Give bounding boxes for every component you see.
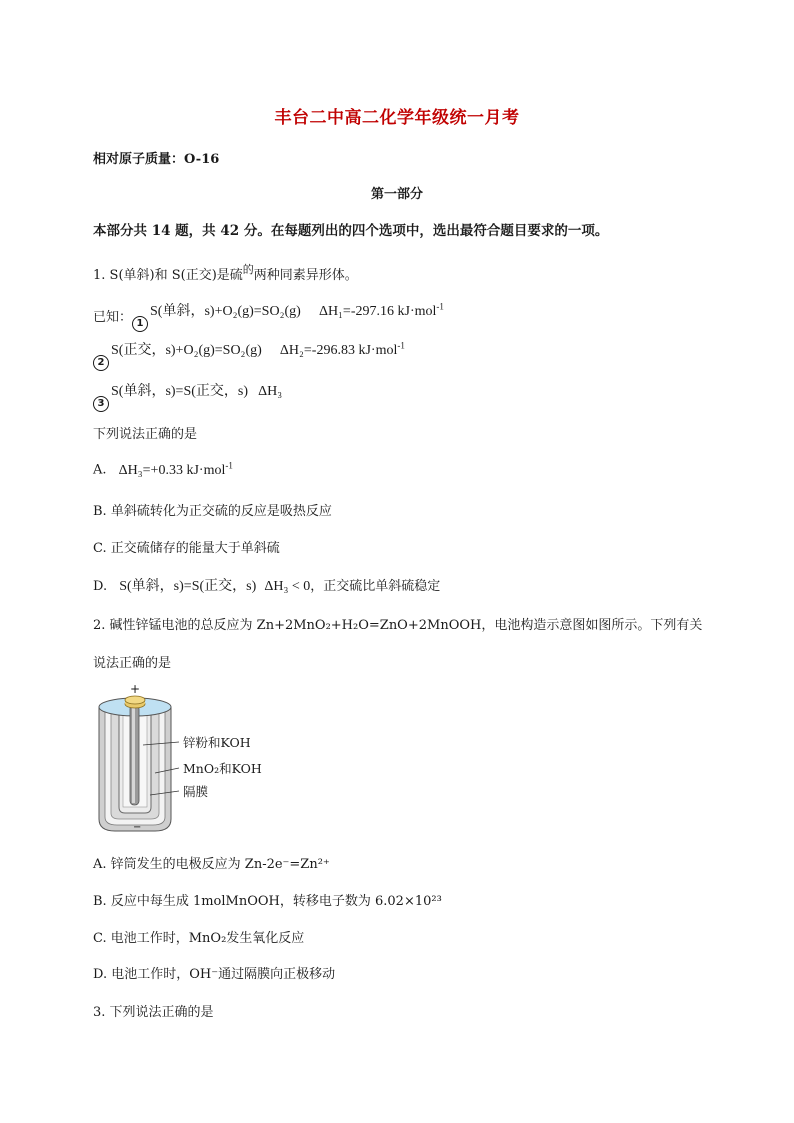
label-mno2-koh: MnO₂和KOH bbox=[183, 761, 262, 776]
q2-stem-line2: 说法正确的是 bbox=[93, 656, 172, 671]
circled-number-icon: 3 bbox=[93, 396, 109, 412]
q1-eq2-exp: -1 bbox=[397, 340, 405, 351]
label-separator: 隔膜 bbox=[183, 784, 209, 799]
battery-diagram bbox=[93, 682, 283, 835]
q1-known-eq2 bbox=[93, 339, 405, 371]
label-zinc-koh: 锌粉和KOH bbox=[183, 735, 251, 750]
positive-terminal-sign: + bbox=[130, 682, 141, 696]
q1-option-d-dh: ΔH₃ < 0 bbox=[264, 579, 311, 594]
q1-option-a-exp: -1 bbox=[225, 460, 233, 470]
part-title: 第一部分 bbox=[370, 187, 423, 202]
q1-eq2: S(正交，s)+O₂(g)=SO₂(g) bbox=[111, 343, 262, 358]
q1-eq1: S(单斜，s)+O₂(g)=SO₂(g) bbox=[150, 304, 301, 319]
exam-title: 丰台二中高二化学年级统一月考 bbox=[274, 108, 520, 128]
q1-known-eq1 bbox=[93, 300, 444, 332]
circled-number-icon: 2 bbox=[93, 355, 109, 371]
q2-stem-line1: 2. 碱性锌锰电池的总反应为 Zn+2MnO₂+H₂O=ZnO+2MnOOH，电池构造示意图如图所示。下列有关 bbox=[93, 618, 703, 633]
q3-stem: 3. 下列说法正确的是 bbox=[93, 1005, 214, 1020]
q2-option-d: D. 电池工作时，OH⁻通过隔膜向正极移动 bbox=[93, 967, 336, 982]
q1-option-a-label: A. bbox=[93, 462, 107, 478]
q1-stem-particle: 的 bbox=[242, 263, 254, 276]
circled-number-icon: 1 bbox=[132, 316, 148, 332]
q1-eq1-dh: ΔH₁=-297.16 kJ·mol bbox=[318, 304, 437, 319]
q1-known-label: 已知： bbox=[93, 310, 133, 325]
q1-stem-part-a: 1. S(单斜)和 S(正交)是硫 bbox=[93, 268, 243, 283]
q1-option-a-text: ΔH₃=+0.33 kJ·mol bbox=[118, 462, 226, 478]
q1-option-d-label: D. bbox=[93, 579, 108, 594]
q1-option-b: B. 单斜硫转化为正交硫的反应是吸热反应 bbox=[93, 504, 332, 519]
q1-eq1-exp: -1 bbox=[436, 301, 444, 312]
q1-option-d-eq: S(单斜，s)=S(正交，s) bbox=[119, 579, 257, 594]
q1-eq2-dh: ΔH₂=-296.83 kJ·mol bbox=[279, 343, 398, 358]
atomic-mass-note: 相对原子质量：O-16 bbox=[93, 152, 220, 167]
q1-option-d bbox=[93, 575, 440, 595]
section-instructions: 本部分共 14 题，共 42 分。在每题列出的四个选项中，选出最符合题目要求的一项。 bbox=[93, 223, 609, 239]
negative-terminal-sign: − bbox=[133, 822, 142, 833]
q1-option-a bbox=[93, 460, 233, 479]
q1-stem bbox=[93, 261, 358, 283]
q1-known-eq3 bbox=[93, 380, 282, 412]
q1-option-c: C. 正交硫储存的能量大于单斜硫 bbox=[93, 541, 280, 556]
q1-ask: 下列说法正确的是 bbox=[93, 427, 198, 442]
q1-eq3: S(单斜，s)=S(正交，s) bbox=[111, 384, 249, 399]
q2-option-a: A. 锌筒发生的电极反应为 Zn-2e⁻=Zn²⁺ bbox=[93, 857, 330, 872]
q2-option-b: B. 反应中每生成 1molMnOOH，转移电子数为 6.02×10²³ bbox=[93, 894, 442, 909]
q2-option-c: C. 电池工作时，MnO₂发生氧化反应 bbox=[93, 931, 305, 946]
q1-option-d-tail: ，正交硫比单斜硫稳定 bbox=[310, 579, 441, 594]
q1-stem-part-b: 两种同素异形体。 bbox=[253, 268, 358, 283]
q1-eq3-dh: ΔH₃ bbox=[258, 384, 283, 399]
